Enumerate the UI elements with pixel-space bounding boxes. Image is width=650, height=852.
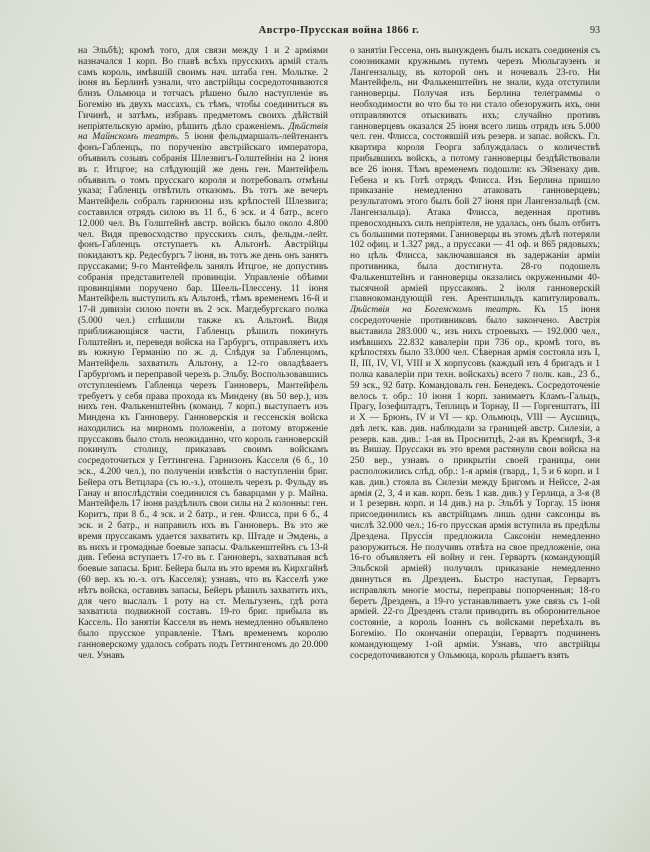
text-block (78, 46, 600, 834)
text-column-right: о занятіи Гессена, онъ вынужденъ былъ искать соединенія съ союзниками кружнымъ путемъ черезъ Мюльгаузенъ и Лангензальцу, въ которой онъ и ночевалъ 23-го. Ни Мантейфель, ни Фалькенштейнъ не знали, куда отступили ганноверцы. Получая изъ Берлина телеграммы о необходимости во что бы то ни стало обезоружить ихъ, они отправляются отыскивать ихъ; случайно противъ ганноверцевъ оказался 25 іюня всего лишь отрядъ изъ 5.000 чел. ген. Флисса, состоявшій изъ резерв. и запас. войскъ. Гл. квартира короля Георга заблуждалась о количествѣ прибывшихъ войскъ, а потому ганноверцы бездѣйствовали все 26 іюня. Тѣмъ временемъ подошли: къ Эйзенаху див. Гебена и къ Готѣ отрядъ Флисса. Изъ Берлина пришло приказаніе немедленно атаковать ганноверцевъ; результатомъ этого былъ бой 27 іюня при Лангензальцѣ (см. Лангензальца). Атака Флисса, веденная противъ превосходныхъ силъ непріятеля, не удалась, онъ былъ отбитъ съ большими потерями. Ганноверцы въ этомъ дѣлѣ потеряли 102 офиц. и 1.327 ряд., а пруссаки — 41 оф. и 865 рядовыхъ; но цѣль Флисса, заключавшаяся въ задержаніи арміи противника, была достигнута. 28-го подошелъ Фалькенштейнъ и ганноверцы оказались окруженными 40-тысячной арміей пруссаковъ. 2 іюля ганноверскій главнокомандующій ген. Арентшильдъ капитулировалъ. Дѣйствія на Богемскомъ театрѣ. Къ 15 іюня сосредоточеніе противниковъ было закончено. Австрія выставила 283.000 ч., изъ нихъ строевыхъ — 192.000 чел., имѣвшихъ 22.832 кавалеріи при 736 ор., кромѣ того, въ крѣпостяхъ было 33.000 чел. Сѣверная армія состояла изъ I, II, III, IV, VI, VIII и X корпусовъ (каждый изъ 4 бригадъ и 1 полка кавалеріи при техн. войскахъ) всего 7 полк. кав., 23 б., 59 эск., 92 батр. Командовалъ ген. Бенедекъ. Сосредоточеніе велось т. обр.: 10 іюня 1 корп. занимаетъ Кламъ-Гальцъ, Прагу, Іозефштадтъ, Теплицъ и Торнау, II — Горгенштатъ, III и X — Брюнъ, IV и VI — кр. Ольмюцъ, VIII — Аусшицъ, двѣ легк. кав. див. наблюдали за границей австр. Силезіи, а резерв. кав. див.: 1-ая въ Проснитцѣ, 2-ая въ Кремзирѣ, 3-я въ Вишау. Пруссаки въ это время растянули свои войска на 250 вер., узнавъ о прикрытіи своей границы, они расположились слѣд. обр.: 1-я армія (гвард., 1, 5 и 6 корп. и 1 кав. див.) стояла въ Силезіи между Бригомъ и Нейссе, 2-ая армія (2, 3, 4 и кав. корп. безъ 1 кав. див.) у Герлица, а 3-я (8 и 1 резервн. корп. и 14 див.) на р. Эльбѣ у Торгау. 15 іюня присоединились къ австрійцамъ лишь одни саксонцы въ числѣ 32.000 чел.; 16-го прусская армія вступила въ предѣлы Дрездена. Пруссія предложила Саксоніи немедленно разоружиться. Не получивъ отвѣта на свое предложеніе, она 16-го объявляетъ ей войну и ген. Гервартъ (командующій Эльбской арміей) получилъ приказаніе немедленно двинуться въ Дрезденъ. Быстро наступая, Гервартъ исправлялъ многіе мосты, переправы попорченныя; 18-го беретъ Дрезденъ, а 19-го устанавливаетъ уже связь съ 1-ой арміей. 22-го Дрезденъ стали приводить въ оборонительное состояніе, а король Іоаннъ съ войсками переѣхалъ въ Богемію. По окончаніи операціи, Гервартъ подчиненъ командующему 1-ой арміи. Узнавъ, что австрійцы сосредоточиваются у Ольмюца, король рѣшаетъ взять (350, 46, 600, 661)
running-head (78, 24, 600, 38)
page-title: Австро-Прусская война 1866 г. (258, 25, 420, 36)
text-column-left: на Эльбѣ); кромѣ того, для связи между 1 и 2 арміями назначался 1 корп. Во главѣ всѣхъ прусскихъ армій сталъ самъ король, имѣвшій своимъ нач. штаба ген. Мольтке. 2 іюня въ Берлинѣ узнали, что австрійцы сосредоточиваются близъ Ольмюца и тотчасъ рѣшено было наступленіе въ Богемію въ двухъ массахъ, съ тѣмъ, чтобы соединиться въ Гичинѣ, и затѣмъ, избравъ предметомъ своихъ дѣйствій непріятельскую армію, рѣшить дѣло сраженіемъ. Дѣйствія на Майнскомъ театрѣ. 5 іюня фельдмаршалъ-лейтенантъ фонъ-Габленцъ, по порученію австрійскаго императора, объявилъ созывъ собранія Шлезвигъ-Голштейніи на 2 іюня въ г. Итцгое; на слѣдующій же день ген. Мантейфель объявилъ о томъ прусскаго короля и потребовалъ отмѣны указа; Габленцъ отвѣтилъ отказомъ. Въ тотъ же вечеръ Мантейфель собралъ гарнизоны изъ крѣпостей Шлезвига; составился отрядъ силою въ 11 б., 6 эск. и 4 батр., всего 12.000 чел. Въ Голштейнѣ австр. войскъ было около 4.800 чел. Видя превосходство прусскихъ силъ, фельдм.-лейт. фонъ-Габленцъ отступаетъ къ Альтонѣ. Австрійцы покидаютъ кр. Редесбургъ 7 іюня, въ тотъ же день онъ занятъ пруссаками; 9-го Мантейфель занялъ Итцгое, не допустивъ собранія представителей провинціи. Управленіе обѣими провинціями поручено бар. Шеель-Плессену. 11 іюня Мантейфель выступилъ къ Альтонѣ, тѣмъ временемъ 16-й и 17-й дивизіи силою почти въ 2 эск. Магдебургскаго полка (5.000 чел.) спѣшили также къ Альтонѣ. Видя приближающіяся части, Габленцъ рѣшилъ покинуть Голштейнъ и, переведя войска на Гарбургъ, отправляетъ ихъ въ южную Германію по ж. д. Слѣдуя за Габленцомъ, Мантейфель захватилъ Альтону, а 12-го овладѣваетъ Гарбургомъ и переправой черезъ р. Эльбу. Воспользовавшись отступленіемъ Габленца черезъ Ганноверъ, Мантейфель требуетъ у себя права прохода къ Миндену (въ 50 вер.), изъ нихъ ген. Фалькенштейнъ (команд. 7 корп.) выступаетъ изъ Миндена къ Ганноверу. Ганноверскія и гессенскія войска находились на мирномъ положеніи, а потому вторженіе пруссаковъ было столь неожиданно, что король ганноверскій покинулъ столицу, приказавъ своимъ войскамъ сосредоточиться у Геттингена. Гарнизонъ Касселя (6 б., 10 эск., 4.200 чел.), по полученіи извѣстія о наступленіи бриг. Бейера отъ Ветцлара (съ ю.-з.), отошелъ черезъ р. Фульду въ Ганау и впослѣдствіи соединился съ баварцами у р. Майна. Мантейфель 17 іюня раздѣлилъ свои силы на 2 колонны: ген. Коритъ, при 8 б., 4 эск. и 2 батр., и ген. Флисса, при 6 б., 4 эск. и 2 батр., и направилъ ихъ въ Ганноверъ. Въ это же время пруссакамъ удается захватить кр. Штаде и Эмдень, а въ нихъ и громадные боевые запасы. Фалькенштейнъ съ 13-й див. Гебена вступаетъ 17-го въ г. Ганноверъ, захватывая всѣ боевые запасы. Бриг. Бейера была въ это время въ Кирхгайнѣ (60 вер. къ ю.-з. отъ Касселя); узнавъ, что въ Касселѣ уже нѣтъ войска, оставивъ запасы, Бейеръ рѣшилъ захватить ихъ, для чего выслалъ 1 роту на ст. Мельгузенъ, гдѣ рота захватила подвижной составъ. 19-го бриг. прибыла въ Кассель. По занятіи Касселя въ немъ немедленно объявлено было прусское управленіе. Тѣмъ временемъ королю ганноверскому удалось собрать подъ Геттингеномъ до 20.000 чел. Узнавъ (78, 46, 328, 661)
page-number: 93 (590, 25, 600, 36)
